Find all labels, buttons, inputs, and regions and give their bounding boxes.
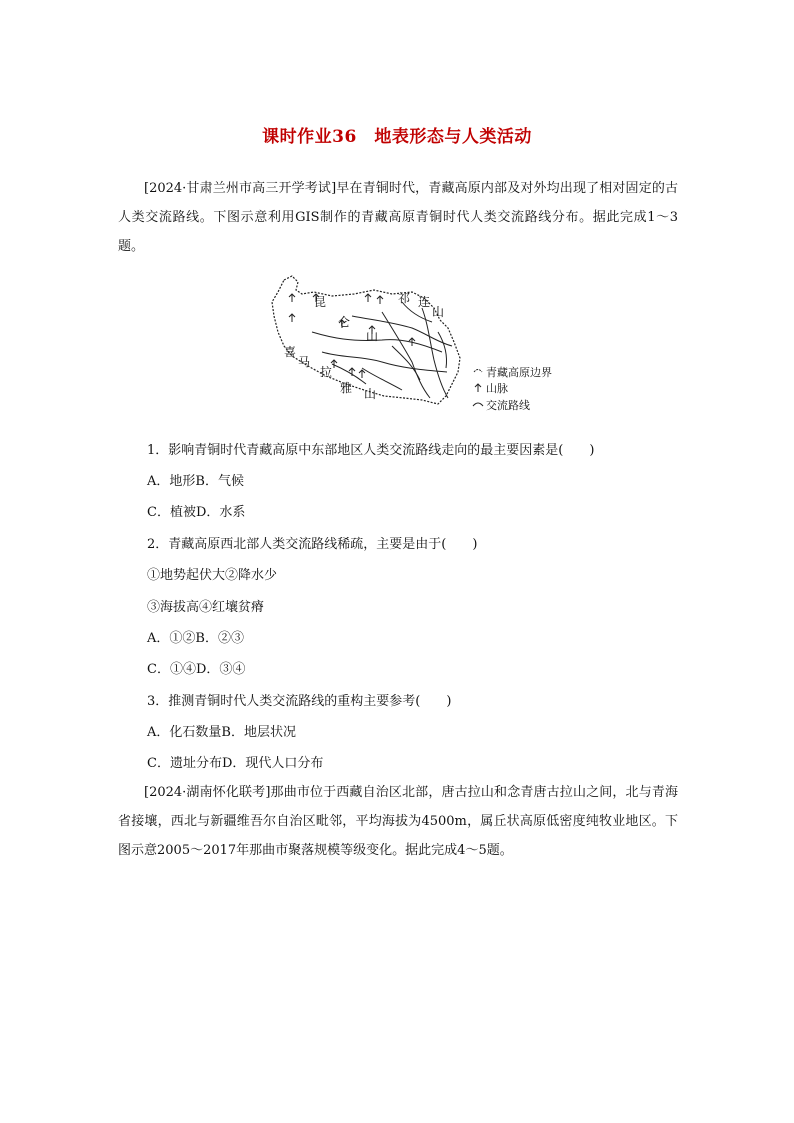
mountain-icon <box>365 294 371 302</box>
intro-paragraph-2: [2024·湖南怀化联考]那曲市位于西藏自治区北部，唐古拉山和念青唐古拉山之间，北与青海省接壤，西北与新疆维吾尔自治区毗邻，平均海拔为4500m，属丘状高原低密度纯牧业地区。下图示意2005～2017年那曲市聚落规模等级变化。据此完成4～5题。 <box>118 785 678 858</box>
tibet-route-map <box>262 272 572 418</box>
question-2-item-row-2: ③海拔高④红壤贫瘠 <box>147 600 265 615</box>
legend-route-label: 交流路线 <box>486 399 530 412</box>
map-label: 山 <box>366 329 379 343</box>
map-label: 喜 <box>284 345 297 359</box>
question-1-options-ab: A．地形B．气候 <box>147 474 244 489</box>
map-label: 山 <box>432 305 445 319</box>
map-label: 连 <box>418 295 431 309</box>
question-3-options-ab: A．化石数量B．地层状况 <box>147 725 296 740</box>
route-line <box>382 312 430 398</box>
question-1-options-cd: C．植被D．水系 <box>147 505 246 520</box>
mountain-icon <box>289 294 295 302</box>
legend-mountain-label: 山脉 <box>486 382 508 395</box>
question-2-options-cd: C．①④D．③④ <box>147 662 246 677</box>
map-label: 雅 <box>340 381 353 395</box>
question-2-stem: 2．青藏高原西北部人类交流路线稀疏，主要是由于( ) <box>147 537 478 552</box>
route-line <box>422 308 448 398</box>
map-label: 拉 <box>320 365 333 379</box>
mountain-icon <box>349 368 355 376</box>
intro-paragraph-1: [2024·甘肃兰州市高三开学考试]早在青铜时代，青藏高原内部及对外均出现了相对固定的古人类交流路线。下图示意利用GIS制作的青藏高原青铜时代人类交流路线分布。据此完成1～3题。 <box>118 181 678 254</box>
page-title: 课时作业36 地表形态与人类活动 <box>262 127 532 147</box>
map-legend <box>473 365 552 412</box>
question-2-item-row-1: ①地势起伏大②降水少 <box>147 568 278 583</box>
map-label: 山 <box>364 387 377 401</box>
mountain-icon <box>377 296 383 304</box>
legend-boundary-label: 青藏高原边界 <box>486 366 552 379</box>
map-label: 仑 <box>338 315 351 329</box>
route-line <box>322 352 447 372</box>
question-3-stem: 3．推测青铜时代人类交流路线的重构主要参考( ) <box>147 694 452 709</box>
route-legend-icon <box>473 403 483 406</box>
mountain-icon <box>289 314 295 322</box>
boundary-legend-icon <box>474 370 482 373</box>
map-label: 祁 <box>398 291 411 305</box>
mountain-legend-icon <box>475 384 481 392</box>
mountain-icon <box>359 370 365 378</box>
question-2-options-ab: A．①②B．②③ <box>147 631 244 646</box>
question-1-stem: 1．影响青铜时代青藏高原中东部地区人类交流路线走向的最主要因素是( ) <box>147 443 595 458</box>
map-label: 马 <box>298 355 311 369</box>
map-label: 昆 <box>314 295 327 309</box>
question-3-options-cd: C．遗址分布D．现代人口分布 <box>147 756 324 771</box>
route-line <box>438 332 447 368</box>
